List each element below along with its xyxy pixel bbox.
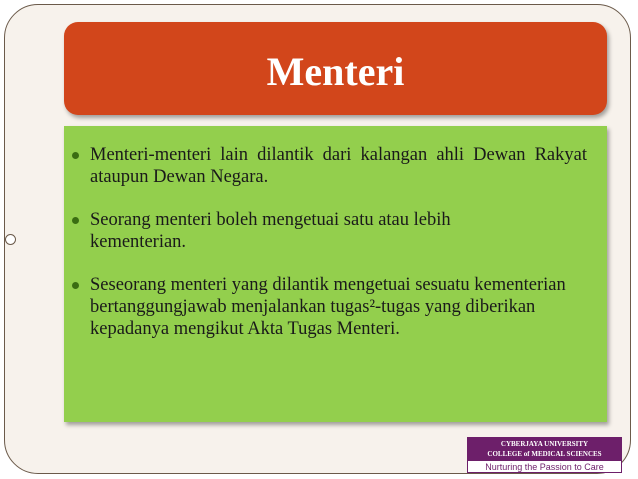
frame-ring-icon bbox=[5, 234, 16, 245]
slide-title: Menteri bbox=[266, 49, 405, 94]
logo-tagline: Nurturing the Passion to Care bbox=[485, 462, 604, 472]
title-banner bbox=[64, 22, 607, 115]
university-logo bbox=[467, 437, 622, 473]
bullet-list bbox=[64, 126, 607, 340]
logo-line1: CYBERJAYA UNIVERSITY bbox=[500, 440, 589, 448]
list-item bbox=[86, 209, 587, 253]
bullet-text: Seseorang menteri yang dilantik mengetuai sesuatu kementerian bertanggungjawab menjalankan tugas²-tugas yang diberikan kepadanya mengikut Akta Tugas Menteri. bbox=[90, 275, 566, 339]
list-item bbox=[86, 274, 587, 340]
content-panel bbox=[64, 126, 607, 422]
bullet-text: Seorang menteri boleh mengetuai satu atau lebih kementerian. bbox=[90, 210, 451, 252]
logo-line2: COLLEGE of MEDICAL SCIENCES bbox=[487, 450, 602, 458]
bullet-icon bbox=[72, 282, 79, 289]
list-item bbox=[86, 144, 587, 188]
bullet-icon bbox=[72, 217, 79, 224]
bullet-text: Menteri-menteri lain dilantik dari kalangan ahli Dewan Rakyat ataupun Dewan Negara. bbox=[90, 145, 587, 187]
bullet-icon bbox=[72, 152, 79, 159]
logo-header bbox=[468, 438, 621, 461]
